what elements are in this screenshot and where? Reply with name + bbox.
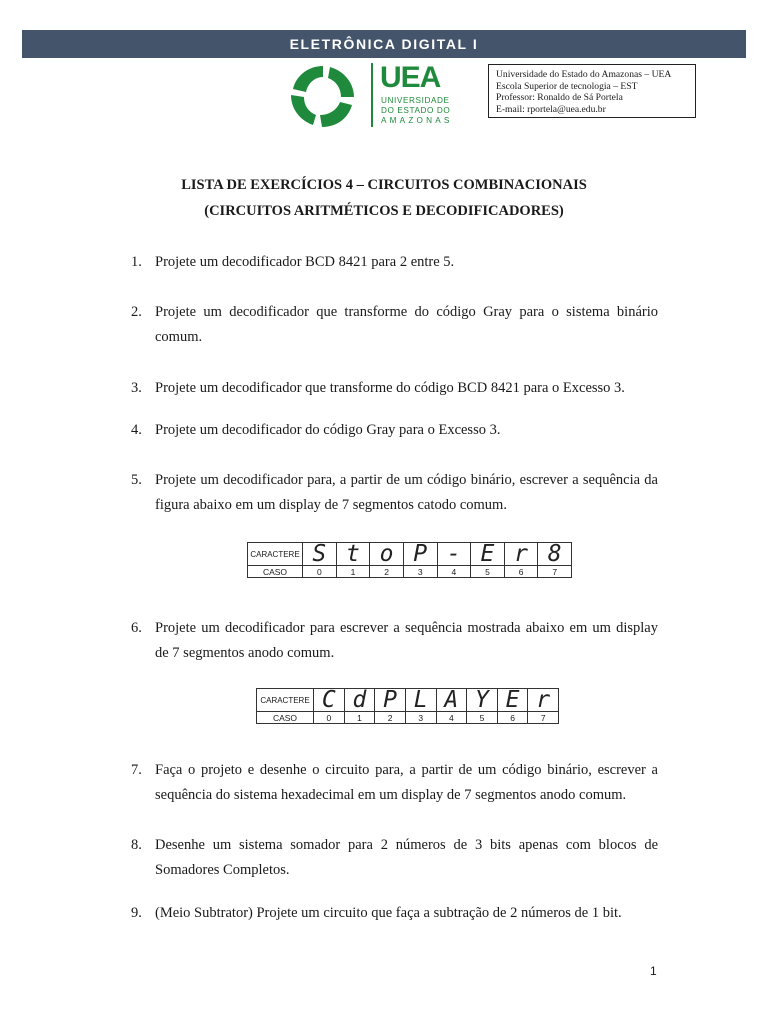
- segment-char: A: [436, 689, 467, 712]
- question-number: 9.: [131, 905, 142, 921]
- segment-char: d: [344, 689, 375, 712]
- segment-char: P: [375, 689, 406, 712]
- document-title: LISTA DE EXERCÍCIOS 4 – CIRCUITOS COMBINACIONAIS: [181, 177, 587, 193]
- segment-char: Y: [467, 689, 498, 712]
- segment-char: -: [437, 543, 471, 566]
- info-line: Professor: Ronaldo de Sá Portela: [496, 92, 623, 103]
- logo-subtitle-line: AMAZONAS: [381, 116, 453, 125]
- segment-char: o: [370, 543, 404, 566]
- question-text: Projete um decodificador BCD 8421 para 2 entre 5.: [155, 254, 455, 270]
- logo-subtitle-line: UNIVERSIDADE: [381, 96, 450, 105]
- case-number: 4: [437, 566, 471, 578]
- question-text: Projete um decodificador que transforme do código BCD 8421 para o Excesso 3.: [155, 380, 625, 396]
- segment-char: 8: [538, 543, 572, 566]
- uea-logo-icon: [286, 62, 360, 128]
- institution-info-box: [488, 64, 696, 118]
- question-text: (Meio Subtrator) Projete um circuito que faça a subtração de 2 números de 1 bit.: [155, 905, 622, 921]
- logo-uea-text: UEA: [380, 61, 441, 94]
- question-text: Projete um decodificador do código Gray para o Excesso 3.: [155, 422, 501, 438]
- segment-char: S: [303, 543, 337, 566]
- segment-char: E: [497, 689, 528, 712]
- segment-char: t: [336, 543, 370, 566]
- question-text: Faça o projeto e desenhe o circuito para, a partir de um código binário, escrever a sequência do sistema hexadecimal em um display de 7 segmentos anodo comum.: [155, 762, 658, 803]
- case-number: 5: [467, 712, 498, 724]
- case-number: 3: [403, 566, 437, 578]
- segment-char: r: [528, 689, 559, 712]
- table-header-caractere: CARACTERE: [248, 543, 303, 566]
- question-number: 4.: [131, 422, 142, 438]
- sequence-table-cdplayer: [256, 688, 559, 724]
- question-number: 3.: [131, 380, 142, 396]
- table-header-caso: CASO: [248, 566, 303, 578]
- case-number: 7: [528, 712, 559, 724]
- case-number: 0: [303, 566, 337, 578]
- table-header-caractere: CARACTERE: [257, 689, 314, 712]
- question-number: 5.: [131, 472, 142, 488]
- case-number: 2: [370, 566, 404, 578]
- case-number: 1: [344, 712, 375, 724]
- case-number: 6: [504, 566, 538, 578]
- page-number: 1: [650, 964, 657, 978]
- case-number: 4: [436, 712, 467, 724]
- sequence-table-stop-er8: [247, 542, 572, 578]
- case-number: 5: [471, 566, 505, 578]
- logo-divider: [371, 63, 373, 127]
- question-text: Projete um decodificador que transforme do código Gray para o sistema binário comum.: [155, 304, 658, 345]
- logo-subtitle-line: DO ESTADO DO: [381, 106, 451, 115]
- header-banner: ELETRÔNICA DIGITAL I: [22, 30, 746, 58]
- case-number: 3: [405, 712, 436, 724]
- segment-char: P: [403, 543, 437, 566]
- segment-char: L: [405, 689, 436, 712]
- segment-char: E: [471, 543, 505, 566]
- question-number: 2.: [131, 304, 142, 320]
- document-subtitle: (CIRCUITOS ARITMÉTICOS E DECODIFICADORES): [204, 203, 564, 219]
- case-number: 0: [314, 712, 345, 724]
- case-number: 7: [538, 566, 572, 578]
- case-number: 2: [375, 712, 406, 724]
- info-line: Universidade do Estado do Amazonas – UEA: [496, 69, 672, 80]
- table-header-caso: CASO: [257, 712, 314, 724]
- question-text: Projete um decodificador para escrever a sequência mostrada abaixo em um display de 7 segmentos anodo comum.: [155, 620, 658, 661]
- question-text: Projete um decodificador para, a partir de um código binário, escrever a sequência da figura abaixo em um display de 7 segmentos catodo comum.: [155, 472, 658, 513]
- question-text: Desenhe um sistema somador para 2 números de 3 bits apenas com blocos de Somadores Completos.: [155, 837, 658, 878]
- case-number: 6: [497, 712, 528, 724]
- question-number: 7.: [131, 762, 142, 778]
- case-number: 1: [336, 566, 370, 578]
- question-number: 8.: [131, 837, 142, 853]
- segment-char: C: [314, 689, 345, 712]
- question-number: 1.: [131, 254, 142, 270]
- question-number: 6.: [131, 620, 142, 636]
- segment-char: r: [504, 543, 538, 566]
- info-line: Escola Superior de tecnologia – EST: [496, 80, 638, 92]
- info-line: E-mail: rportela@uea.edu.br: [496, 103, 606, 115]
